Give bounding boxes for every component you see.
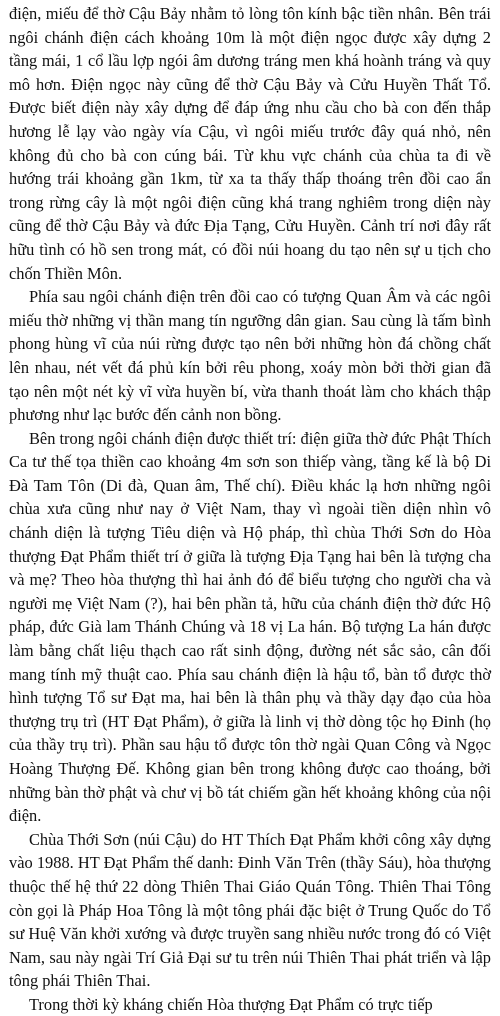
paragraph-2: Phía sau ngôi chánh điện trên đồi cao có tượng Quan Âm và các ngôi miếu thờ những vị thần mang tín ngưỡng dân gian. Sau cùng là tấm bình phong hùng vĩ của núi rừng được tạo nên bởi những hòn đá chồng chất lên nhau, nét vết đá phủ kín bởi rêu phong, xoáy mòn bởi thời gian đã tạo nên một nét kỳ vĩ vừa huyền bí, vừa thanh thoát làm cho khách thập phương như lạc bước đến cảnh non bồng. <box>9 287 491 425</box>
paragraph-5: Trong thời kỳ kháng chiến Hòa thượng Đạt Phẩm có trực tiếp <box>29 994 433 1014</box>
paragraph-4: Chùa Thới Sơn (núi Cậu) do HT Thích Đạt Phẩm khởi công xây dựng vào 1988. HT Đạt Phẩm thế danh: Đinh Văn Trên (thầy Sáu), hòa thượng thuộc thế hệ thứ 22 dòng Thiên Thai Giáo Quán Tông. Thiên Thai Tông còn gọi là Pháp Hoa Tông là một tông phái đặc biệt ở Trung Quốc do Tổ sư Huệ Văn khởi xướng và được truyền sang nhiều nước trong đó có Việt Nam, sau này ngài Trí Giả Đại sư tu trên núi Thiên Thai phát triển và lập tông phái Thiên Thai. <box>9 829 491 991</box>
paragraph-1: điện, miếu để thờ Cậu Bảy nhằm tỏ lòng tôn kính bậc tiền nhân. Bên trái ngôi chánh điện cách khoảng 10m là một điện ngọc được xây dựng 2 tầng mái, 1 cổ lầu lợp ngói âm dương tráng men khá hoành tráng và quy mô hơn. Điện ngọc này cũng để thờ Cậu Bảy và Cửu Huyền Thất Tổ. Được biết điện này xây dựng để đáp ứng nhu cầu cho bà con đến thắp hương lễ lạy vào ngày vía Cậu, vì ngôi miếu trước đây quá nhỏ, nên không đủ cho bà con cúng bái. Từ khu vực chánh của chùa ta đi về hướng trái khoảng gần 1km, từ xa ta thấy thấp thoáng trên đồi cao ẩn trong rừng cây là một ngôi điện cũng khá trang nghiêm trong diện này cũng để thờ Cậu Bảy và đức Địa Tạng, Cửu Huyền. Cảnh trí nơi đây rất hữu tình có hồ sen trong mát, có đồi núi hoang du tạo nên sự u tịch cho chốn Thiền Môn. <box>9 4 491 283</box>
paragraph-3: Bên trong ngôi chánh điện được thiết trí: điện giữa thờ đức Phật Thích Ca tư thế tọa thiền cao khoảng 4m sơn son thiếp vàng, tầng kế là bộ Di Đà Tam Tôn (Di đà, Quan âm, Thế chí). Điều khác lạ hơn những ngôi chùa xưa cũng như nay ở Việt Nam, thay vì ngoài tiền diện nhìn vô chánh diện là tượng Tiêu diện và Hộ pháp, thì chùa Thới Sơn do Hòa thượng Đạt Phẩm thiết trí ở giữa là tượng Địa Tạng hai bên là tượng cha và mẹ? Theo hòa thượng thì hai ảnh đó để biểu tượng cho người cha và người mẹ Việt Nam (?), hai bên phần tả, hữu của chánh điện thờ đức Hộ pháp, đức Già lam Thánh Chúng và 18 vị La hán. Bộ tượng La hán được làm bằng chất liệu thạch cao rất sinh động, đường nét sắc sảo, cân đối mang tính mỹ thuật cao. Phía sau chánh điện là hậu tổ, bàn tổ được thờ hình tượng Tổ sư Đạt ma, hai bên là thân phụ và thầy dạy đạo của hòa thượng trụ trì (HT Đạt Phẩm), ở giữa là linh vị thờ dòng tộc họ Đinh (họ của thầy trụ trì). Phần sau hậu tổ được tôn thờ ngài Quan Công và Ngọc Hoàng Thượng Đế. Không gian bên trong không được cao thoáng, bởi những bàn thờ phật và chư vị bồ tát chiếm gần hết khoảng không của nội điện. <box>9 428 492 826</box>
